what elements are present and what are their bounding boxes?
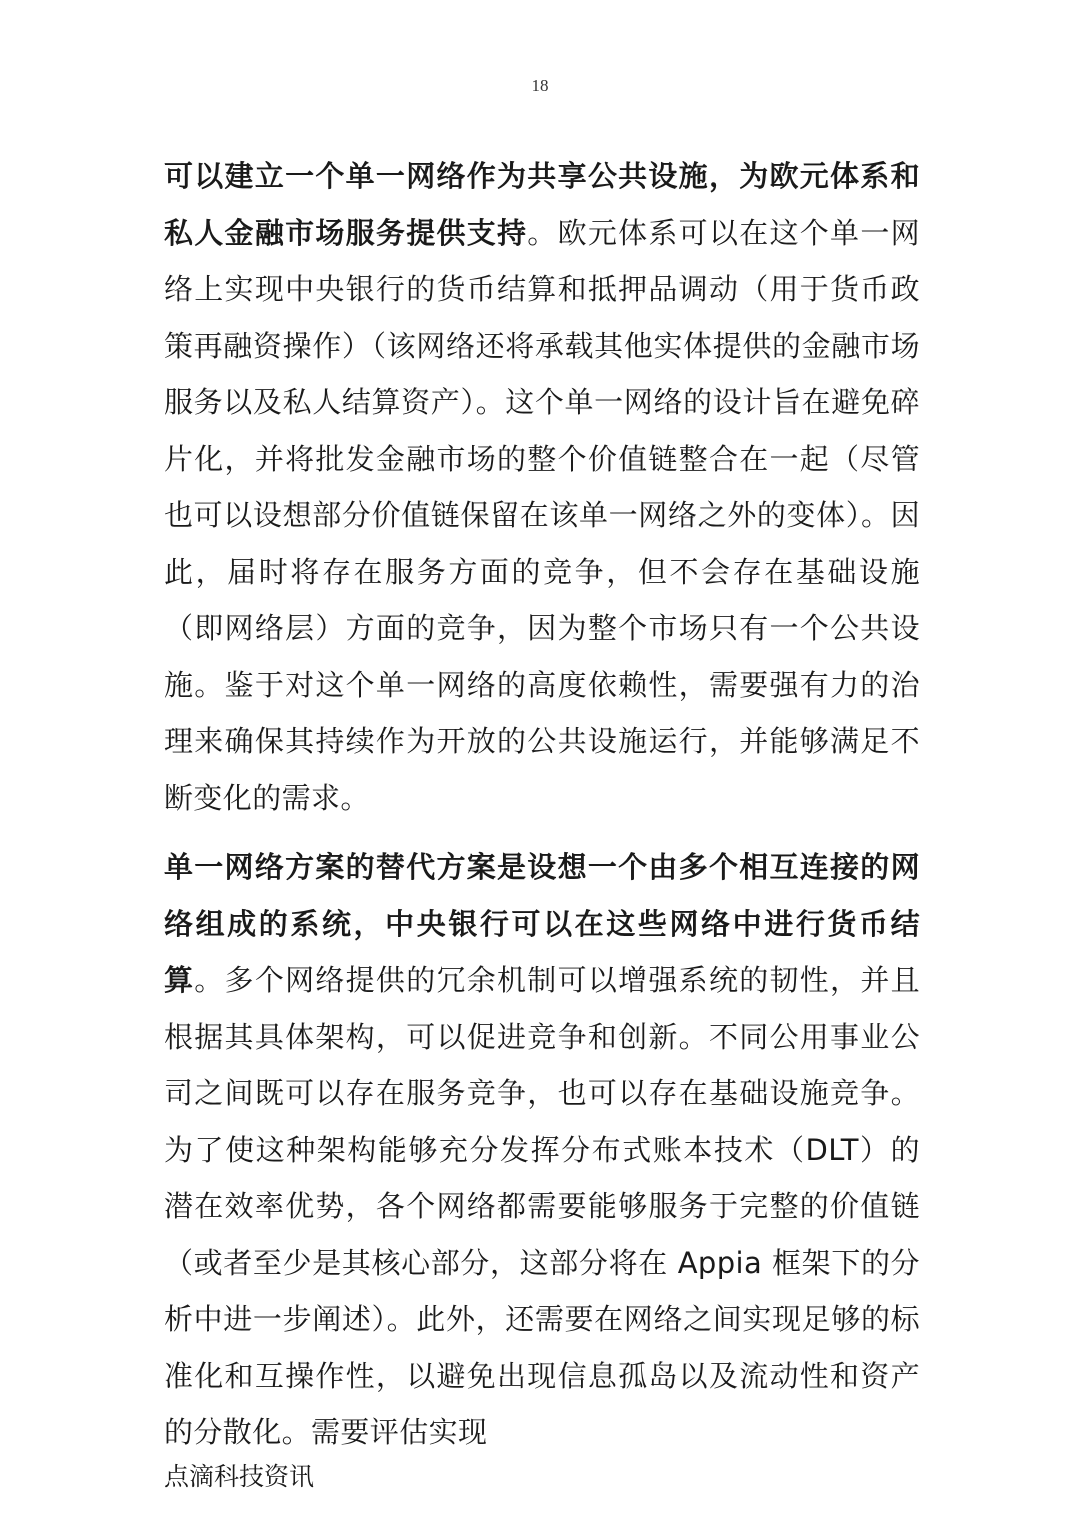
paragraph-1-bold-lead: 可以建立一个单一网络作为共享公共设施，为欧元体系和私人金融市场服务提供支持 (164, 159, 920, 250)
paragraph-1 (164, 148, 920, 826)
body-text (164, 148, 920, 1497)
paragraph-2-text: 。多个网络提供的冗余机制可以增强系统的韧性，并且根据其具体架构，可以促进竞争和创新。不同公用事业公司之间既可以存在服务竞争，也可以存在基础设施竞争。为了使这种架构能够充分发挥分布式账本技术（DLT）的潜在效率优势，各个网络都需要能够服务于完整的价值链（或者至少是其核心部分，这部分将在 Appia 框架下的分析中进一步阐述）。此外，还需要在网络之间实现足够的标准化和互操作性，以避免出现信息孤岛以及流动性和资产的分散化。需要评估实现 (164, 963, 920, 1449)
page-number: 18 (531, 76, 549, 95)
paragraph-2 (164, 839, 920, 1461)
source-label: 点滴科技资讯 (164, 1461, 315, 1491)
paragraph-1-text: 。欧元体系可以在这个单一网络上实现中央银行的货币结算和抵押品调动（用于货币政策再融资操作）（该网络还将承载其他实体提供的金融市场服务以及私人结算资产）。这个单一网络的设计旨在避免碎片化，并将批发金融市场的整个价值链整合在一起（尽管也可以设想部分价值链保留在该单一网络之外的变体）。因此，届时将存在服务方面的竞争，但不会存在基础设施（即网络层）方面的竞争，因为整个市场只有一个公共设施。鉴于对这个单一网络的高度依赖性，需要强有力的治理来确保其持续作为开放的公共设施运行，并能够满足不断变化的需求。 (164, 215, 920, 815)
paragraph-2-bold-lead: 单一网络方案的替代方案是设想一个由多个相互连接的网络组成的系统，中央银行可以在这些网络中进行货币结算 (164, 850, 920, 997)
